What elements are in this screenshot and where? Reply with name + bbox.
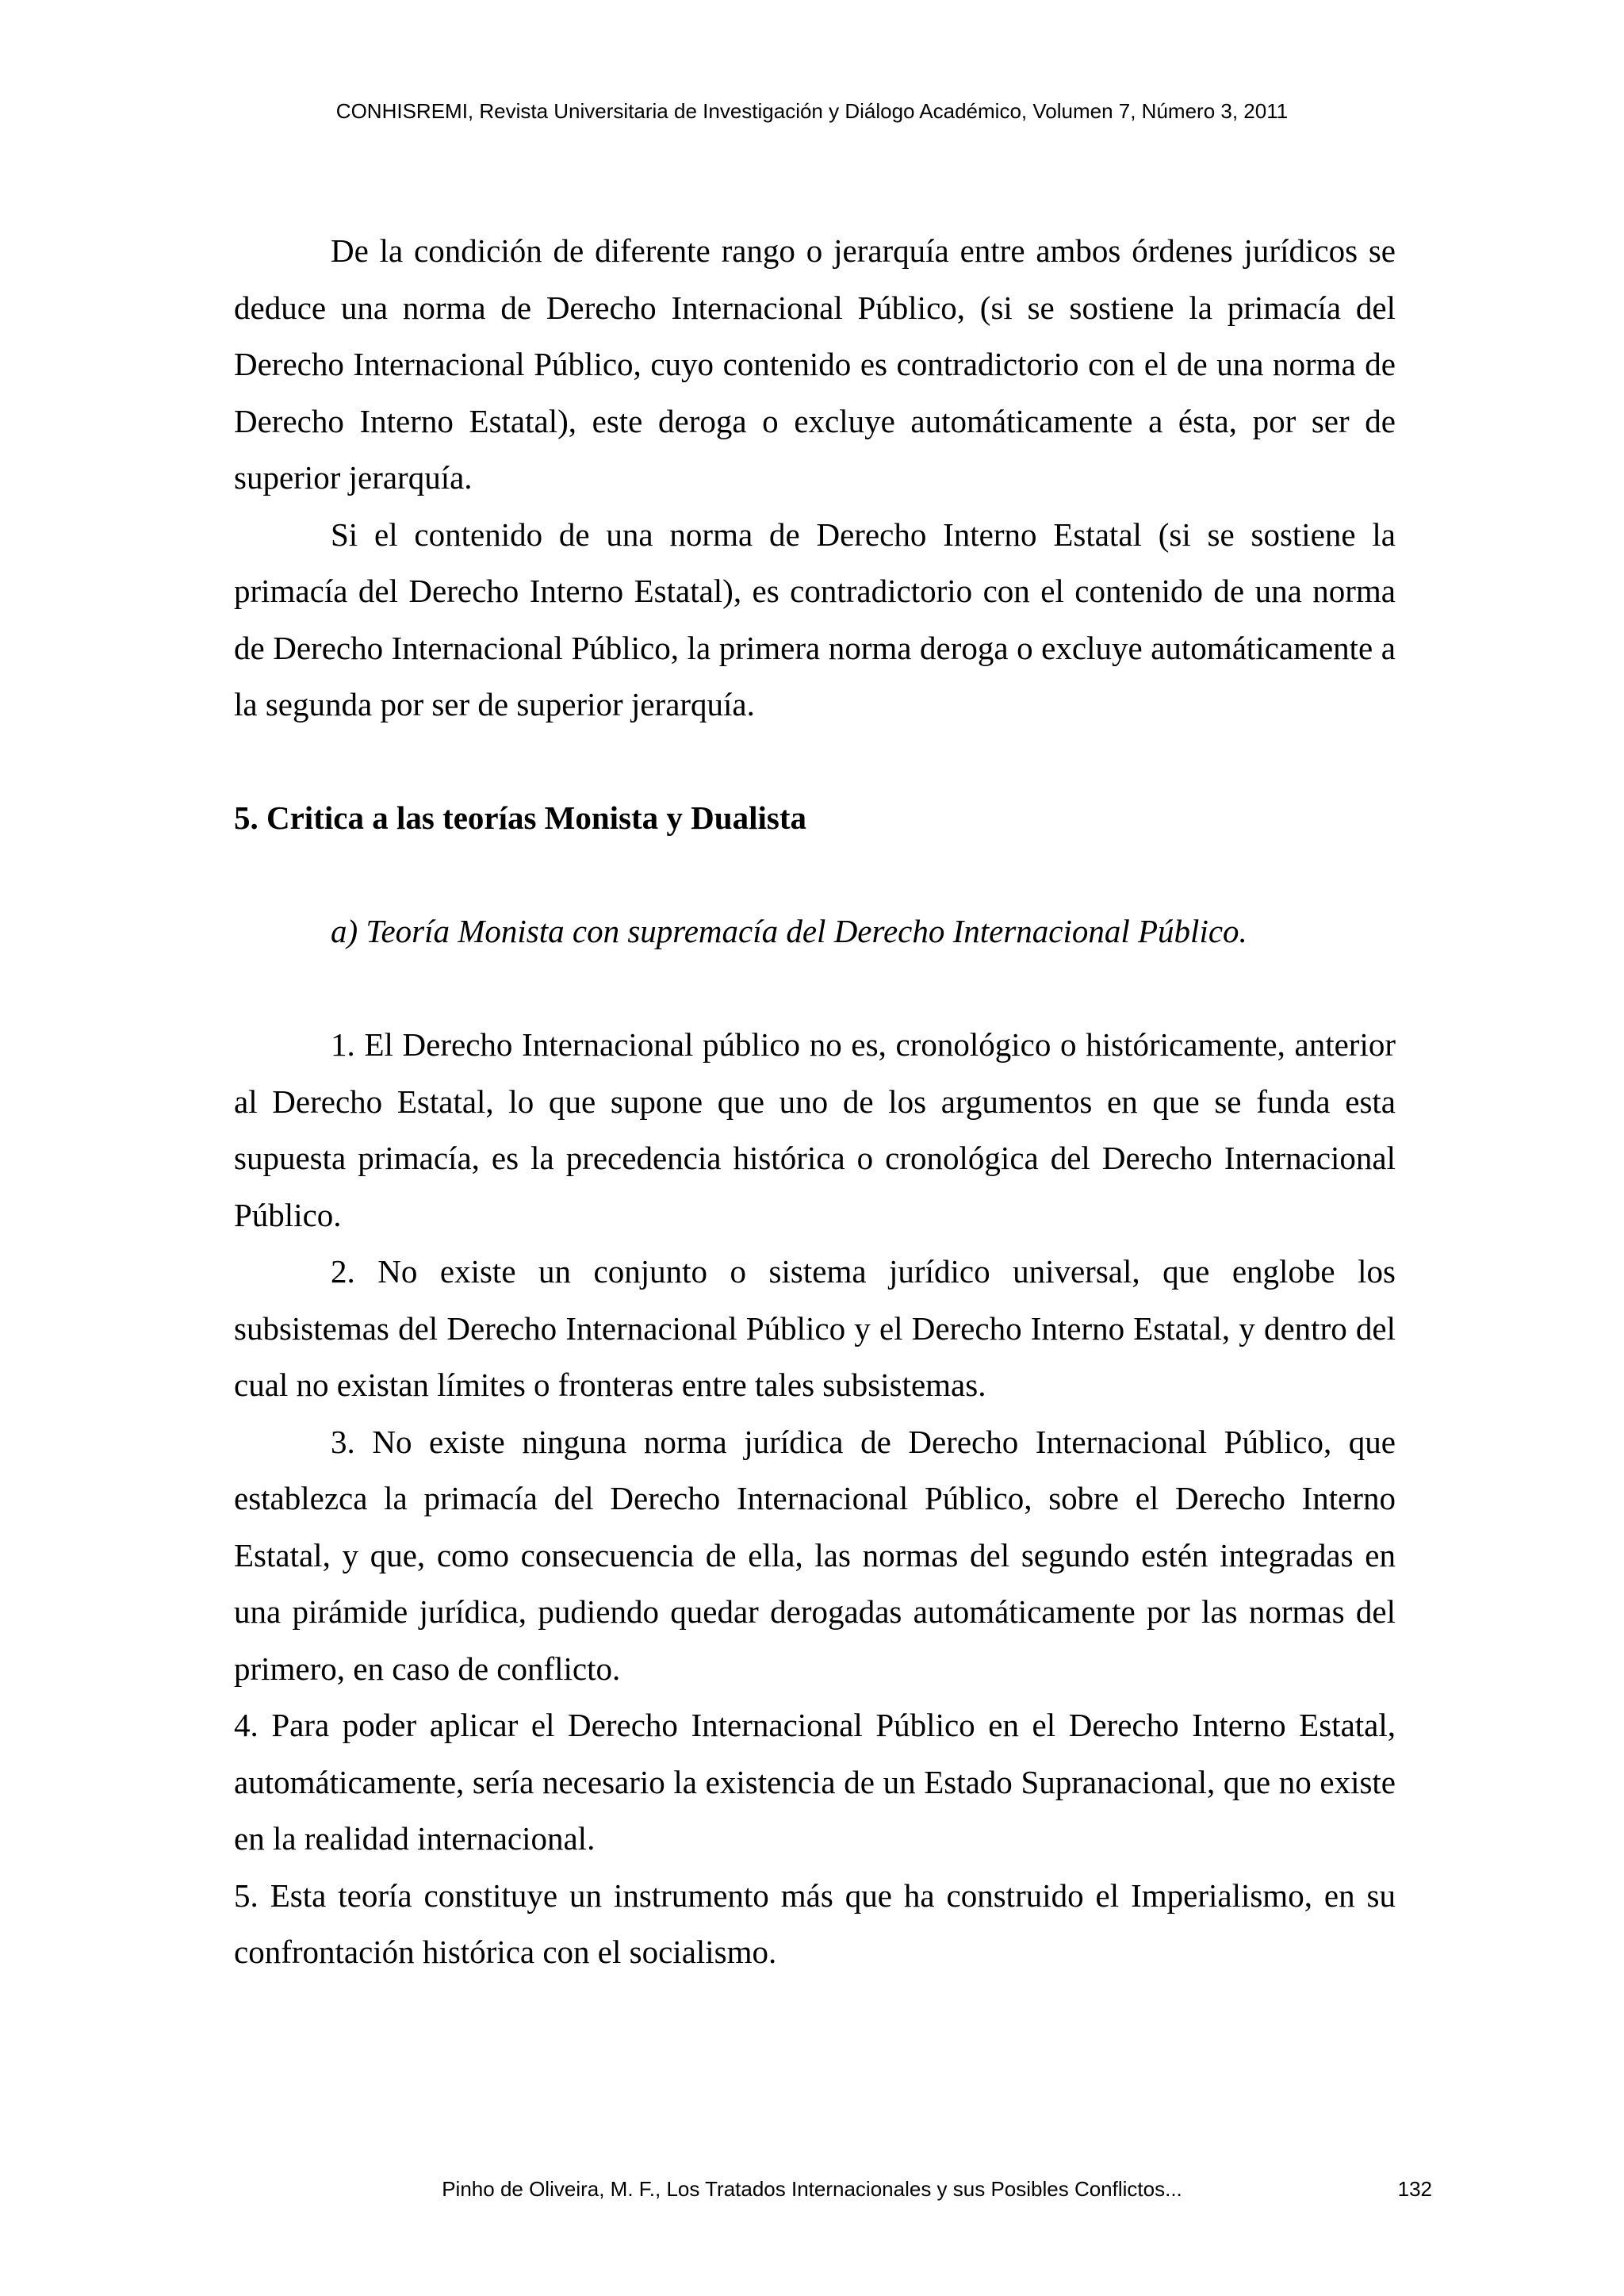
- spacer: [234, 960, 1396, 1018]
- footer-citation: Pinho de Oliveira, M. F., Los Tratados Internacionales y sus Posibles Conflictos...: [442, 2177, 1182, 2201]
- subsection-heading: a) Teoría Monista con supremacía del Derecho Internacional Público.: [331, 913, 1247, 949]
- page-body: [234, 223, 1396, 1981]
- critique-point-3: 3. No existe ninguna norma jurídica de Derecho Internacional Público, que establezca la primacía del Derecho Internacional Público, sobre el Derecho Interno Estatal, y que, como consecuencia de ella, las normas del segundo estén integradas en una pirámide jurídica, pudiendo quedar derogadas automáticamente por las normas del primero, en caso de conflicto.: [234, 1423, 1396, 1687]
- page-number: 132: [1397, 2177, 1432, 2201]
- section-heading: 5. Critica a las teorías Monista y Dualista: [234, 799, 806, 836]
- critique-point-2: 2. No existe un conjunto o sistema jurídico universal, que englobe los subsistemas del Derecho Internacional Público y el Derecho Interno Estatal, y dentro del cual no existan límites o fronteras entre tales subsistemas.: [234, 1253, 1396, 1403]
- running-header: CONHISREMI, Revista Universitaria de Investigación y Diálogo Académico, Volumen 7, Número 3, 2011: [335, 99, 1289, 123]
- critique-point-4: 4. Para poder aplicar el Derecho Internacional Público en el Derecho Interno Estatal, automáticamente, sería necesario la existencia de un Estado Supranacional, que no existe en la realidad internacional.: [234, 1707, 1396, 1857]
- critique-point-1: 1. El Derecho Internacional público no es, cronológico o históricamente, anterior al Derecho Estatal, lo que supone que uno de los argumentos en que se funda esta supuesta primacía, es la precedencia histórica o cronológica del Derecho Internacional Público.: [234, 1026, 1396, 1233]
- critique-point-5: 5. Esta teoría constituye un instrumento más que ha construido el Imperialismo, en su confrontación histórica con el socialismo.: [234, 1876, 1396, 1970]
- spacer: [234, 734, 1396, 791]
- spacer: [234, 847, 1396, 904]
- page-footer: [0, 2175, 1624, 2203]
- body-paragraph-1: De la condición de diferente rango o jerarquía entre ambos órdenes jurídicos se deduce una norma de Derecho Internacional Público, (si se sostiene la primacía del Derecho Internacional Público, cuyo contenido es contradictorio con el de una norma de Derecho Interno Estatal), este deroga o excluye automáticamente a ésta, por ser de superior jerarquía.: [234, 232, 1396, 496]
- body-paragraph-2: Si el contenido de una norma de Derecho Interno Estatal (si se sostiene la primacía del Derecho Interno Estatal), es contradictorio con el contenido de una norma de Derecho Internacional Público, la primera norma deroga o excluye automáticamente a la segunda por ser de superior jerarquía.: [234, 516, 1396, 723]
